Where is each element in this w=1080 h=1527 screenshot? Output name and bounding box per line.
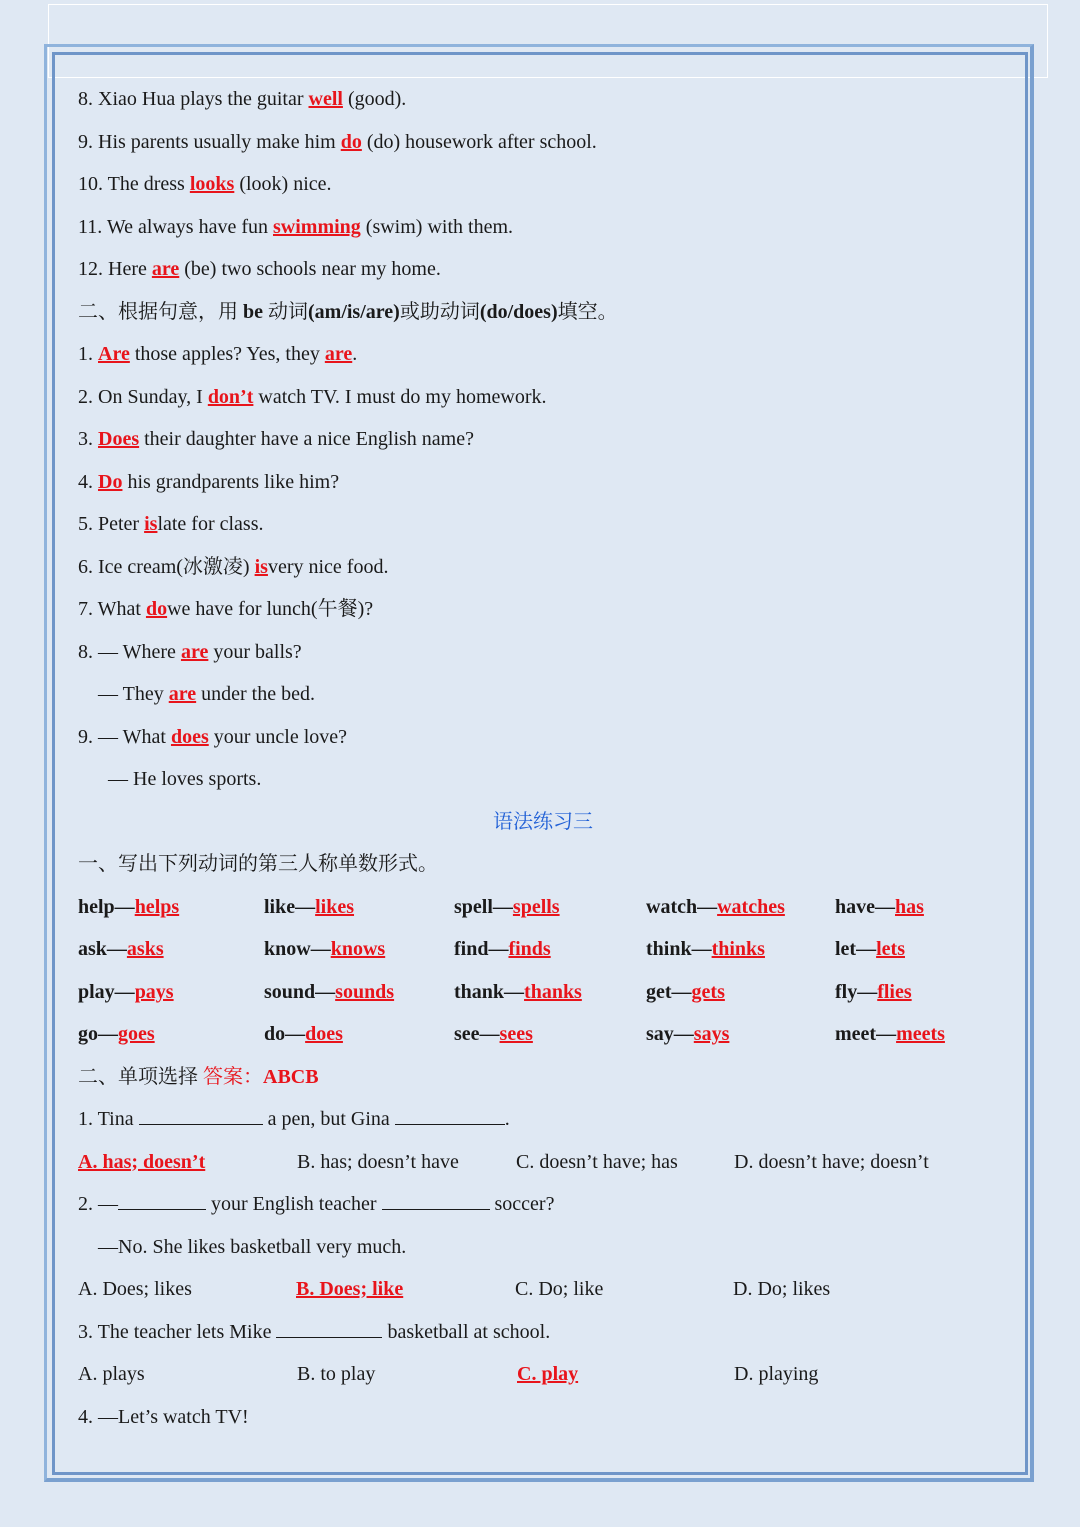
verb-pair [646, 971, 725, 1014]
heading-text: 填空。 [557, 300, 618, 323]
answer: does [170, 725, 209, 748]
verb-pair [264, 971, 394, 1014]
base-verb: help— [78, 895, 135, 918]
mc-question-2 [78, 1183, 1008, 1226]
third-person-form: has [895, 895, 924, 918]
mc-question-4: 4. —Let’s watch TV! [78, 1405, 249, 1428]
heading-text: (am/is/are) [308, 300, 400, 323]
question-b2 [78, 376, 1008, 419]
heading-text: be [243, 300, 263, 323]
answer: Are [98, 343, 130, 365]
base-verb: sound— [264, 980, 336, 1003]
answer: do [145, 598, 168, 620]
question-b8-ask [78, 631, 1008, 674]
question-text: his grandparents like him? [122, 470, 340, 493]
verb-pair [78, 1013, 155, 1056]
base-verb: play— [78, 980, 135, 1003]
answer: looks [189, 173, 235, 195]
verb-pair [454, 1013, 533, 1056]
question-text: 10. The dress [78, 173, 190, 195]
verb-pair [646, 886, 785, 929]
third-person-form: knows [330, 938, 386, 960]
base-verb: spell— [454, 895, 513, 918]
question-text: their daughter have a nice English name? [139, 428, 474, 450]
base-verb: watch— [646, 895, 718, 918]
question-text: 11. We always have fun [78, 215, 273, 238]
question-text: 3. [78, 428, 98, 450]
base-verb: find— [454, 938, 509, 960]
third-person-form: thanks [524, 980, 582, 1003]
question-text: 9. — What [78, 725, 171, 748]
exercise-title: 语法练习三 [493, 810, 593, 833]
option-d: D. doesn’t have; doesn’t [734, 1150, 929, 1173]
question-b4 [78, 461, 1008, 504]
mc-options-3 [78, 1353, 1008, 1396]
verb-pair [78, 928, 164, 971]
third-person-form: spells [512, 895, 560, 918]
question-a11 [78, 206, 1008, 249]
question-text: (be) two schools near my home. [179, 258, 441, 280]
verb-row [78, 928, 1008, 971]
question-text: 12. Here [78, 258, 152, 280]
heading-text: 动词 [263, 300, 308, 323]
base-verb: see— [454, 1023, 500, 1045]
option-a: A. Does; likes [78, 1278, 192, 1300]
option-b-correct: B. Does; like [296, 1278, 404, 1300]
verb-row [78, 1013, 1008, 1056]
question-text: 5. Peter [78, 513, 145, 535]
base-verb: have— [835, 895, 895, 918]
question-text: under the bed. [196, 683, 315, 705]
option-b: B. to play [297, 1363, 376, 1385]
third-person-form: sees [499, 1023, 533, 1045]
question-a9 [78, 121, 1008, 164]
mc-options-1 [78, 1141, 1008, 1184]
third-person-form: asks [126, 938, 164, 960]
third-person-form: lets [876, 938, 905, 960]
question-a12 [78, 248, 1008, 291]
question-text: 7. What [78, 598, 146, 620]
base-verb: meet— [835, 1023, 897, 1045]
answer-label: 答案： [203, 1065, 263, 1088]
question-text: . [352, 343, 358, 365]
verb-pair [454, 971, 582, 1014]
question-text: 3. The teacher lets Mike [78, 1320, 277, 1343]
option-d: D. playing [734, 1363, 819, 1385]
heading-text: 或助动词 [399, 300, 480, 323]
question-text: 8. Xiao Hua plays the guitar [78, 88, 309, 110]
answer: well [308, 88, 343, 110]
answer: are [180, 640, 209, 663]
answer: are [151, 258, 180, 280]
answer-blank[interactable] [395, 1108, 505, 1125]
question-text: 1. Tina [78, 1108, 139, 1130]
third-person-form: thinks [711, 938, 765, 960]
third-person-form: does [305, 1023, 343, 1045]
answer: Do [98, 470, 123, 493]
question-text: those apples? Yes, they [129, 343, 325, 365]
question-text: very nice food. [267, 555, 389, 578]
verb-pair [264, 886, 354, 929]
answer-blank[interactable] [276, 1321, 382, 1338]
answer: is [144, 513, 158, 535]
verb-pair [835, 928, 905, 971]
question-a10 [78, 163, 1008, 206]
base-verb: get— [646, 980, 692, 1003]
heading-text: 二、单项选择 [78, 1065, 203, 1088]
verb-pair [264, 928, 385, 971]
question-text: . [504, 1108, 510, 1130]
question-text: (do) housework after school. [361, 130, 597, 153]
third-person-form: pays [134, 980, 174, 1003]
question-text: 4. [78, 470, 98, 493]
question-text: — He loves sports. [108, 768, 262, 790]
option-c: C. Do; like [515, 1278, 604, 1300]
verb-pair [835, 1013, 945, 1056]
answer: Does [98, 428, 140, 450]
question-text: (good). [342, 88, 407, 110]
base-verb: say— [646, 1023, 694, 1045]
section-heading-multiple-choice [78, 1056, 1008, 1099]
option-c: C. doesn’t have; has [516, 1150, 678, 1173]
third-person-form: goes [118, 1023, 155, 1045]
section-heading-third-person: 一、写出下列动词的第三人称单数形式。 [78, 853, 438, 875]
section-heading-be-verbs [78, 291, 1008, 334]
verb-pair [454, 886, 560, 929]
mc-question-2-reply: —No. She likes basketball very much. [98, 1235, 407, 1258]
question-text: watch TV. I must do my homework. [253, 385, 547, 408]
verb-grid [78, 886, 1008, 1056]
third-person-form: sounds [335, 980, 395, 1003]
question-text: (look) nice. [234, 173, 332, 195]
question-b1 [78, 333, 1008, 376]
question-text: 8. — Where [78, 640, 181, 663]
third-person-form: finds [508, 938, 551, 960]
answer-key: ABCB [263, 1065, 319, 1088]
question-b5 [78, 503, 1008, 546]
question-text: — They [98, 683, 169, 705]
question-b9-reply [78, 758, 1008, 801]
question-text: soccer? [489, 1193, 555, 1215]
verb-pair [78, 971, 174, 1014]
verb-pair [264, 1013, 343, 1056]
mc-options-2 [78, 1268, 1008, 1311]
option-a: A. plays [78, 1363, 145, 1385]
question-b8-reply [78, 673, 1008, 716]
verb-pair [454, 928, 551, 971]
third-person-form: says [693, 1023, 730, 1045]
worksheet-content [78, 78, 1008, 1438]
answer-blank[interactable] [118, 1193, 206, 1210]
answer: don’t [207, 385, 254, 408]
question-text: (swim) with them. [360, 215, 514, 238]
verb-pair [646, 1013, 729, 1056]
base-verb: know— [264, 938, 331, 960]
verb-pair [835, 971, 912, 1014]
question-text: late for class. [157, 513, 264, 535]
option-a-correct: A. has; doesn’t [78, 1150, 206, 1173]
question-text: 6. Ice cream(冰激凌) [78, 555, 255, 578]
question-text: your balls? [208, 640, 302, 663]
option-c-correct: C. play [517, 1363, 579, 1385]
answer: do [340, 130, 362, 153]
question-text: your English teacher [206, 1193, 382, 1215]
base-verb: think— [646, 938, 712, 960]
question-text: your uncle love? [208, 725, 348, 748]
base-verb: go— [78, 1023, 118, 1045]
base-verb: thank— [454, 980, 525, 1003]
verb-row [78, 971, 1008, 1014]
heading-text: (do/does) [479, 300, 558, 323]
mc-question-3 [78, 1311, 1008, 1354]
base-verb: do— [264, 1023, 306, 1045]
option-b: B. has; doesn’t have [297, 1150, 459, 1173]
verb-pair [646, 928, 765, 971]
question-text: we have for lunch(午餐)? [167, 598, 374, 620]
option-d: D. Do; likes [733, 1278, 831, 1300]
verb-row [78, 886, 1008, 929]
question-text: 1. [78, 343, 98, 365]
third-person-form: gets [691, 980, 725, 1003]
question-b3 [78, 418, 1008, 461]
mc-question-1 [78, 1098, 1008, 1141]
heading-text: 二、根据句意，用 [78, 300, 243, 323]
base-verb: fly— [835, 980, 878, 1003]
base-verb: like— [264, 895, 316, 918]
question-text: a pen, but Gina [262, 1108, 395, 1130]
third-person-form: flies [877, 980, 912, 1003]
question-b6 [78, 546, 1008, 589]
question-text: 2. — [78, 1193, 118, 1215]
answer: swimming [273, 215, 361, 238]
answer: are [168, 683, 197, 705]
question-text: 2. On Sunday, I [78, 385, 208, 408]
question-b9-ask [78, 716, 1008, 759]
third-person-form: watches [717, 895, 785, 918]
answer-blank[interactable] [139, 1108, 263, 1125]
third-person-form: likes [315, 895, 355, 918]
third-person-form: helps [134, 895, 180, 918]
question-b7 [78, 588, 1008, 631]
verb-pair [78, 886, 179, 929]
base-verb: ask— [78, 938, 127, 960]
answer-blank[interactable] [382, 1193, 490, 1210]
base-verb: let— [835, 938, 877, 960]
question-a8 [78, 78, 1008, 121]
question-text: 9. His parents usually make him [78, 130, 341, 153]
answer: are [324, 343, 353, 365]
third-person-form: meets [896, 1023, 945, 1045]
verb-pair [835, 886, 924, 929]
answer: is [254, 555, 268, 578]
question-text: basketball at school. [382, 1320, 551, 1343]
